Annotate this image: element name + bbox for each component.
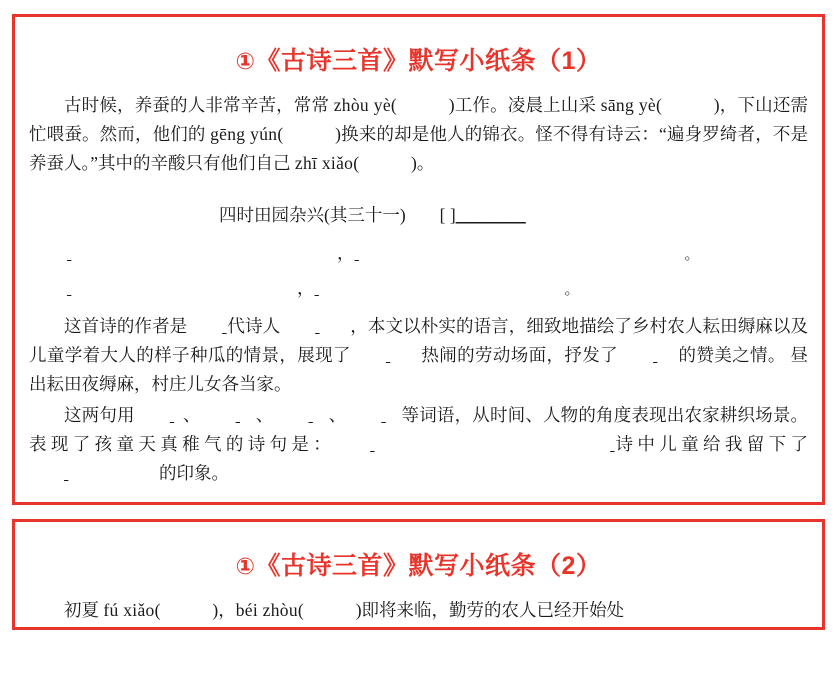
worksheet-card-2 (12, 519, 825, 630)
word-blank-1[interactable] (135, 401, 183, 430)
poem-bracket-blank[interactable]: [ ] (439, 205, 456, 225)
word-blank-2[interactable] (201, 401, 256, 430)
card-2-title-text: 《古诗三首》默写小纸条（2） (255, 552, 602, 580)
emotion-blank[interactable] (618, 341, 678, 370)
p2-text-c: ，本文以朴实的语言，细致地描绘了乡村农人耘田缛麻以及儿童学着大人的样子种瓜的情景，展现了 (29, 316, 809, 365)
circled-number-icon: ① (235, 49, 256, 75)
pinyin-sangye: sāng yè (600, 95, 656, 115)
pinyin-gengyun: gēng yún (210, 124, 278, 144)
c2-p1-text-c: 即将来临，勤劳的农人已经开始处 (361, 600, 625, 620)
scene-blank[interactable] (351, 341, 421, 370)
dynasty-blank[interactable] (187, 312, 227, 341)
card-2-content (15, 522, 822, 627)
poem-quote-blank-cont[interactable] (575, 430, 611, 459)
p3-text-b: 、 (182, 405, 201, 425)
poem-answer-line-2[interactable]: ， 。 (29, 271, 808, 306)
pinyin-zhouye: zhòu yè (333, 95, 391, 115)
p3-text-d: 、 (328, 405, 347, 425)
p2-text-e: 的赞美之情。 昼出耘田夜缛麻，村庄儿女各当家。 (29, 345, 809, 394)
word-blank-4[interactable] (346, 401, 401, 430)
card-1-title (29, 41, 808, 77)
poem-line-1-blank-a[interactable] (67, 236, 337, 270)
p3-text-c: 、 (255, 405, 274, 425)
poem-line-1-blank-b[interactable] (355, 236, 685, 270)
c2-p1-text-b: ， (218, 600, 236, 620)
poet-blank[interactable] (280, 312, 350, 341)
p3-text-f: 诗中儿童给我留下了 (611, 434, 809, 454)
poem-title-text: 四时田园杂兴(其三十一) (219, 205, 406, 225)
pinyin-fuxiao: fú xiǎo (103, 600, 155, 620)
card-2-paragraph-1: 初夏 fú xiǎo( )，béi zhòu( )即将来临，勤劳的农人已经开始处 (64, 600, 625, 620)
card-2-clipped-body (29, 596, 808, 627)
p3-text-e: 等词语，从时间、人物的角度表现出农家耕织场景。表现了孩童天真稚气的诗句是： (29, 405, 809, 454)
poem-quote-blank[interactable] (335, 430, 575, 459)
worksheet-card-1 (12, 14, 825, 505)
poem-line-2-period: 。 (564, 280, 580, 298)
p1-text-c: ，下山还需忙喂蚕。然而，他们的 (29, 95, 809, 144)
p2-text-d: 热闹的劳动场面，抒发了 (420, 345, 619, 365)
pinyin-zhixiao: zhī xiǎo (294, 153, 354, 173)
card-1-content (15, 17, 822, 502)
poem-line-2-blank-b[interactable] (315, 271, 565, 305)
p2-text-a: 这首诗的作者是 (64, 316, 188, 336)
p3-text-g: 的印象。 (159, 463, 229, 483)
poem-line-2-blank-a[interactable] (67, 271, 297, 305)
card-1-paragraph-1: 古时候，养蚕的人非常辛苦，常常 zhòu yè( )工作。凌晨上山采 sāng yè( )，下山还需忙喂蚕。然而，他们的 gēng yún( )换来的却是他人的锦衣。怪不得有诗云：“遍身罗绮者，不是养蚕人。”其中的辛酸只有他们自己 zhī xiǎo( )。 (29, 95, 809, 173)
card-1-paragraph-2 (29, 312, 808, 399)
poem-line-1-period: 。 (684, 245, 700, 263)
card-1-paragraph-3 (29, 401, 808, 488)
p2-text-b: 代诗人 (227, 316, 281, 336)
c2-p1-text-a: 初夏 (64, 600, 104, 620)
card-1-title-text: 《古诗三首》默写小纸条（1） (255, 47, 602, 75)
poem-author-blank[interactable]: ________ (455, 205, 526, 225)
card-2-title (29, 546, 808, 582)
p1-text-a: 古时候，养蚕的人非常辛苦，常常 (64, 95, 334, 115)
p1-text-e: 。 (416, 153, 435, 173)
circled-number-icon-2: ① (235, 554, 256, 580)
impression-blank[interactable] (29, 459, 159, 488)
word-blank-3[interactable] (273, 401, 328, 430)
p1-text-d: 换来的却是他人的锦衣。怪不得有诗云：“遍身罗绮者，不是养蚕人。”其中的辛酸只有他们自己 (29, 124, 809, 173)
poem-answer-line-1[interactable]: ， 。 (29, 236, 808, 271)
pinyin-beizhou: béi zhòu (235, 600, 298, 620)
poem-title-line (29, 200, 808, 230)
p1-text-b: 工作。凌晨上山采 (454, 95, 601, 115)
p3-text-a: 这两句用 (64, 405, 135, 425)
